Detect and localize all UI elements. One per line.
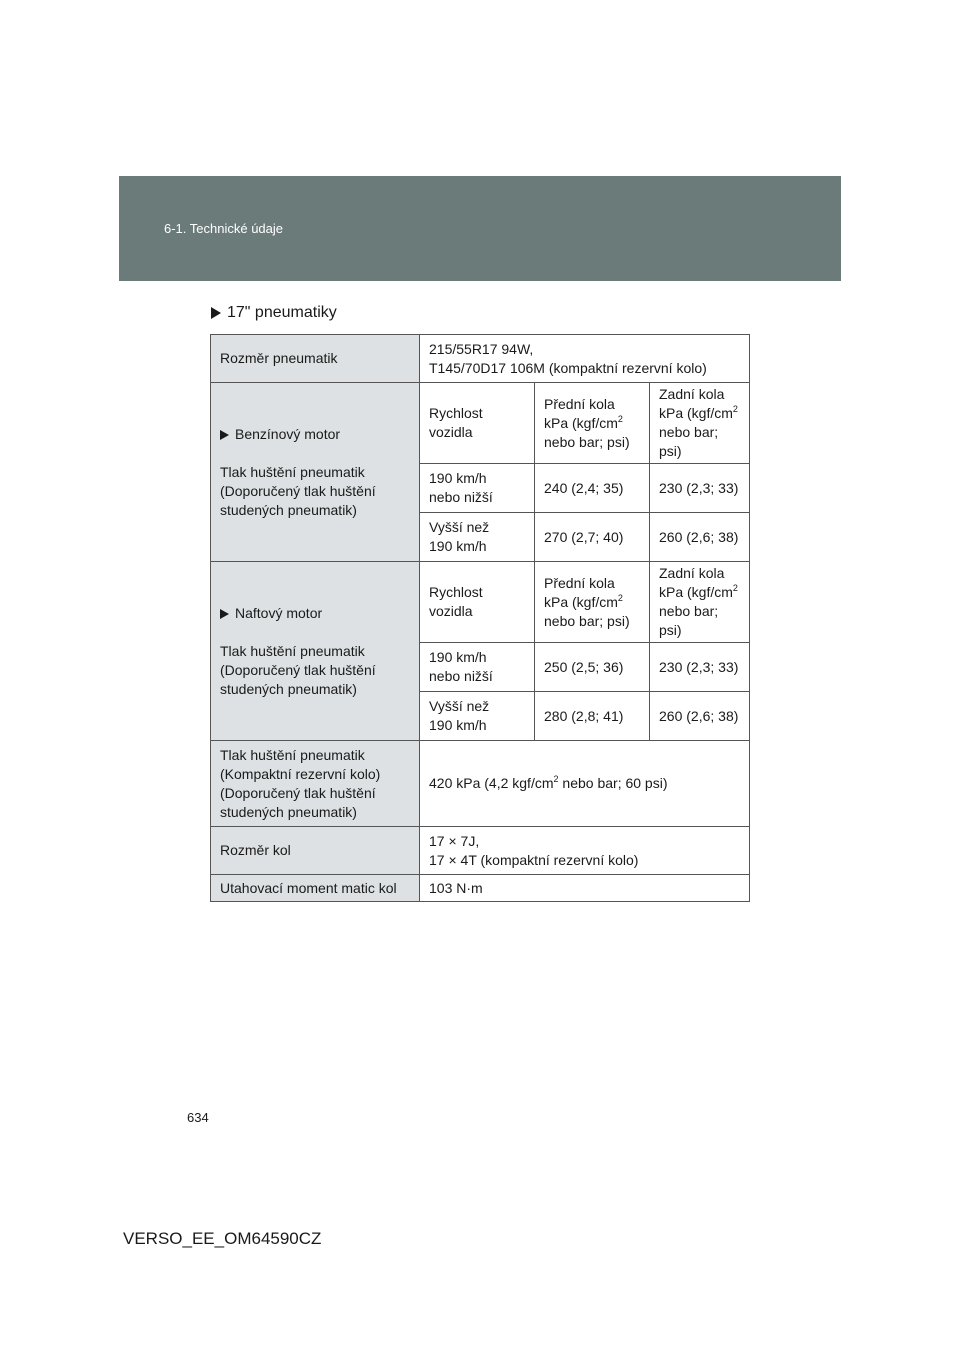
rear-header: Zadní kola kPa ($kgf/cm^2$ nebo bar; psi) (650, 383, 750, 464)
front-pressure-cell: 270 (2,7; 40) (535, 513, 650, 562)
diesel-pressure-label: Naftový motor Tlak huštění pneumatik (Doporučený tlak huštění studených pneumatik) (211, 562, 420, 741)
triangle-bullet-icon (211, 307, 221, 319)
speed-cell: 190 km/h nebo nižší (420, 464, 535, 513)
speed-header: Rychlost vozidla (420, 562, 535, 643)
tire-size-label: Rozměr pneumatik (211, 335, 420, 383)
speed-cell: Vyšší než 190 km/h (420, 692, 535, 741)
table-row (211, 875, 750, 902)
front-header: Přední kola kPa ($kgf/cm^2$ nebo bar; psi) (535, 562, 650, 643)
table-row (211, 335, 750, 383)
front-pressure-cell: 240 (2,4; 35) (535, 464, 650, 513)
wheel-size-label: Rozměr kol (211, 827, 420, 875)
spare-pressure-label: Tlak huštění pneumatik (Kompaktní rezervní kolo) (Doporučený tlak huštění studených pneumatik) (211, 741, 420, 827)
rear-pressure-cell: 260 (2,6; 38) (650, 692, 750, 741)
torque-label: Utahovací moment matic kol (211, 875, 420, 902)
rear-pressure-cell: 230 (2,3; 33) (650, 464, 750, 513)
petrol-pressure-label: Benzínový motor Tlak huštění pneumatik (Doporučený tlak huštění studených pneumatik) (211, 383, 420, 562)
front-pressure-cell: 280 (2,8; 41) (535, 692, 650, 741)
subheading (211, 304, 337, 322)
speed-cell: 190 km/h nebo nižší (420, 643, 535, 692)
document-code: VERSO_EE_OM64590CZ (123, 1229, 322, 1248)
speed-cell: Vyšší než 190 km/h (420, 513, 535, 562)
table-row (211, 741, 750, 827)
speed-header: Rychlost vozidla (420, 383, 535, 464)
tire-size-value: 215/55R17 94W, T145/70D17 106M (kompaktní rezervní kolo) (420, 335, 750, 383)
rear-pressure-cell: 260 (2,6; 38) (650, 513, 750, 562)
triangle-bullet-icon (220, 430, 229, 440)
rear-header: Zadní kola kPa ($kgf/cm^2$ nebo bar; psi) (650, 562, 750, 643)
table-row (211, 827, 750, 875)
table-row (211, 562, 750, 643)
triangle-bullet-icon (220, 609, 229, 619)
section-label: 6-1. Technické údaje (164, 221, 284, 236)
tire-spec-table (210, 334, 750, 902)
rear-pressure-cell: 230 (2,3; 33) (650, 643, 750, 692)
page-number: 634 (187, 1110, 209, 1125)
front-header: Přední kola kPa ($kgf/cm^2$ nebo bar; psi) (535, 383, 650, 464)
spare-pressure-value: 420 kPa (4,2 kgf/$cm^2$ nebo bar; 60 psi) (420, 741, 750, 827)
torque-value: 103 N·m (420, 875, 750, 902)
wheel-size-value: 17 × 7J, 17 × 4T (kompaktní rezervní kolo) (420, 827, 750, 875)
subheading-text: 17" pneumatiky (227, 304, 337, 321)
front-pressure-cell: 250 (2,5; 36) (535, 643, 650, 692)
table-row (211, 383, 750, 464)
